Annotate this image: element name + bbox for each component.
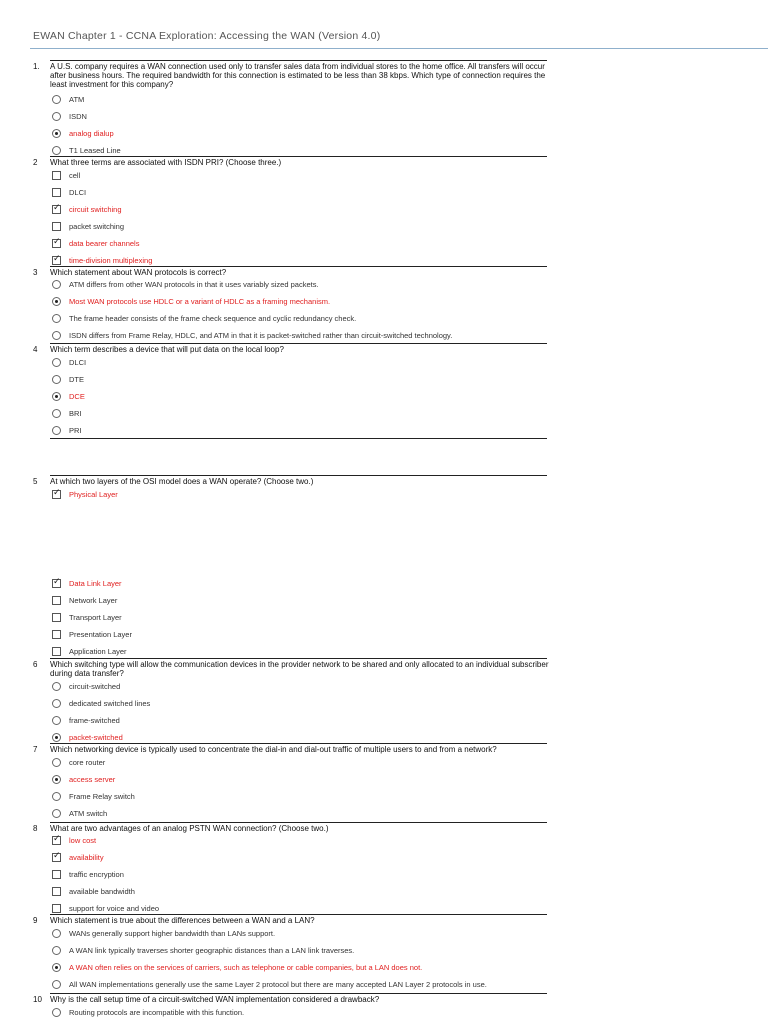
checkbox[interactable] (52, 239, 61, 248)
answer-label: Data Link Layer (69, 579, 122, 588)
answer-label: Most WAN protocols use HDLC or a variant of HDLC as a framing mechanism. (69, 297, 331, 306)
answer-label: dedicated switched lines (69, 699, 151, 708)
radio-button[interactable] (52, 375, 61, 384)
answer-label: traffic encryption (69, 870, 124, 879)
answer-label: The frame header consists of the frame check sequence and cyclic redundancy check. (69, 314, 357, 323)
radio-button[interactable] (52, 699, 61, 708)
question-text: Why is the call setup time of a circuit-switched WAN implementation considered a drawback? (50, 995, 380, 1004)
answer-label: Application Layer (69, 647, 127, 656)
radio-button[interactable] (52, 95, 61, 104)
checkbox[interactable] (52, 647, 61, 656)
checkbox[interactable] (52, 596, 61, 605)
question-number: 10 (33, 995, 42, 1004)
radio-button[interactable] (52, 426, 61, 435)
answer-label: analog dialup (69, 129, 114, 138)
answer-label: All WAN implementations generally use the same Layer 2 protocol but there are many accepted LAN Layer 2 protocols in use. (69, 980, 487, 989)
question-divider (50, 266, 547, 267)
question-number: 6 (33, 660, 38, 669)
radio-button[interactable] (52, 963, 61, 972)
question-divider (50, 60, 547, 61)
answer-label: available bandwidth (69, 887, 135, 896)
question-text: At which two layers of the OSI model does a WAN operate? (Choose two.) (50, 477, 314, 486)
radio-button[interactable] (52, 392, 61, 401)
radio-button[interactable] (52, 146, 61, 155)
checkbox[interactable] (52, 870, 61, 879)
answer-label: ISDN differs from Frame Relay, HDLC, and ATM in that it is packet-switched rather than circuit-switched technology. (69, 331, 453, 340)
question-divider (50, 156, 547, 157)
radio-button[interactable] (52, 129, 61, 138)
question-divider (50, 822, 547, 823)
page-title: EWAN Chapter 1 - CCNA Exploration: Accessing the WAN (Version 4.0) (33, 30, 381, 42)
checkbox[interactable] (52, 904, 61, 913)
question-text: Which switching type will allow the communication devices in the provider network to be shared and only allocated to an individual subscriber during data transfer? (50, 660, 549, 678)
answer-label: DCE (69, 392, 85, 401)
question-number: 1. (33, 62, 40, 71)
answer-label: ATM (69, 95, 85, 104)
answer-label: circuit switching (69, 205, 122, 214)
checkbox[interactable] (52, 887, 61, 896)
answer-label: Presentation Layer (69, 630, 132, 639)
answer-label: Routing protocols are incompatible with this function. (69, 1008, 245, 1017)
radio-button[interactable] (52, 929, 61, 938)
answer-label: Physical Layer (69, 490, 118, 499)
radio-button[interactable] (52, 314, 61, 323)
radio-button[interactable] (52, 297, 61, 306)
question-number: 3 (33, 268, 38, 277)
checkbox[interactable] (52, 222, 61, 231)
checkbox[interactable] (52, 853, 61, 862)
answer-label: PRI (69, 426, 82, 435)
checkbox[interactable] (52, 256, 61, 265)
answer-label: circuit-switched (69, 682, 121, 691)
answer-label: data bearer channels (69, 239, 140, 248)
question-divider (50, 343, 547, 344)
answer-label: A WAN link typically traverses shorter geographic distances than a LAN link traverses. (69, 946, 355, 955)
answer-label: access server (69, 775, 116, 784)
answer-label: Transport Layer (69, 613, 122, 622)
question-number: 9 (33, 916, 38, 925)
header-divider (30, 48, 768, 49)
question-text: Which statement is true about the differences between a WAN and a LAN? (50, 916, 315, 925)
answer-label: low cost (69, 836, 97, 845)
question-text: Which statement about WAN protocols is correct? (50, 268, 227, 277)
answer-label: frame-switched (69, 716, 120, 725)
answer-label: ATM switch (69, 809, 108, 818)
answer-label: DLCI (69, 188, 87, 197)
radio-button[interactable] (52, 792, 61, 801)
answer-label: BRI (69, 409, 82, 418)
answer-label: support for voice and video (69, 904, 160, 913)
radio-button[interactable] (52, 682, 61, 691)
question-divider (50, 658, 547, 659)
checkbox[interactable] (52, 579, 61, 588)
answer-label: availability (69, 853, 104, 862)
checkbox[interactable] (52, 836, 61, 845)
question-number: 5 (33, 477, 38, 486)
radio-button[interactable] (52, 358, 61, 367)
checkbox[interactable] (52, 171, 61, 180)
radio-button[interactable] (52, 775, 61, 784)
answer-label: T1 Leased Line (69, 146, 121, 155)
answer-label: cell (69, 171, 81, 180)
answer-label: A WAN often relies on the services of carriers, such as telephone or cable companies, but a LAN does not. (69, 963, 423, 972)
question-number: 4 (33, 345, 38, 354)
answer-label: time-division multiplexing (69, 256, 153, 265)
question-number: 2 (33, 158, 38, 167)
question-divider (50, 475, 547, 476)
radio-button[interactable] (52, 980, 61, 989)
radio-button[interactable] (52, 758, 61, 767)
answer-label: Frame Relay switch (69, 792, 135, 801)
radio-button[interactable] (52, 331, 61, 340)
question-text: Which networking device is typically used to concentrate the dial-in and dial-out traffic of multiple users to and from a network? (50, 745, 497, 754)
checkbox[interactable] (52, 630, 61, 639)
answer-label: Network Layer (69, 596, 118, 605)
radio-button[interactable] (52, 112, 61, 121)
radio-button[interactable] (52, 716, 61, 725)
question-divider (50, 993, 547, 994)
answer-label: DTE (69, 375, 84, 384)
question-text: What are two advantages of an analog PSTN WAN connection? (Choose two.) (50, 824, 329, 833)
checkbox[interactable] (52, 188, 61, 197)
question-text: Which term describes a device that will put data on the local loop? (50, 345, 284, 354)
checkbox[interactable] (52, 613, 61, 622)
radio-button[interactable] (52, 946, 61, 955)
radio-button[interactable] (52, 1008, 61, 1017)
checkbox[interactable] (52, 205, 61, 214)
question-divider (50, 743, 547, 744)
radio-button[interactable] (52, 809, 61, 818)
answer-label: DLCI (69, 358, 87, 367)
radio-button[interactable] (52, 733, 61, 742)
answer-label: ATM differs from other WAN protocols in that it uses variably sized packets. (69, 280, 319, 289)
answer-label: packet switching (69, 222, 125, 231)
question-text: A U.S. company requires a WAN connection used only to transfer sales data from individual stores to the home office. All transfers will occur after business hours. The required bandwidth for this connection is estimated to be less than 38 kbps. Which type of connection requires the least investment for this company? (50, 62, 546, 89)
answer-label: core router (69, 758, 106, 767)
question-number: 7 (33, 745, 38, 754)
question-divider (50, 438, 547, 439)
question-text: What three terms are associated with ISDN PRI? (Choose three.) (50, 158, 282, 167)
answer-label: packet-switched (69, 733, 123, 742)
radio-button[interactable] (52, 409, 61, 418)
answer-label: ISDN (69, 112, 87, 121)
question-number: 8 (33, 824, 38, 833)
question-divider (50, 914, 547, 915)
answer-label: WANs generally support higher bandwidth than LANs support. (69, 929, 276, 938)
radio-button[interactable] (52, 280, 61, 289)
checkbox[interactable] (52, 490, 61, 499)
